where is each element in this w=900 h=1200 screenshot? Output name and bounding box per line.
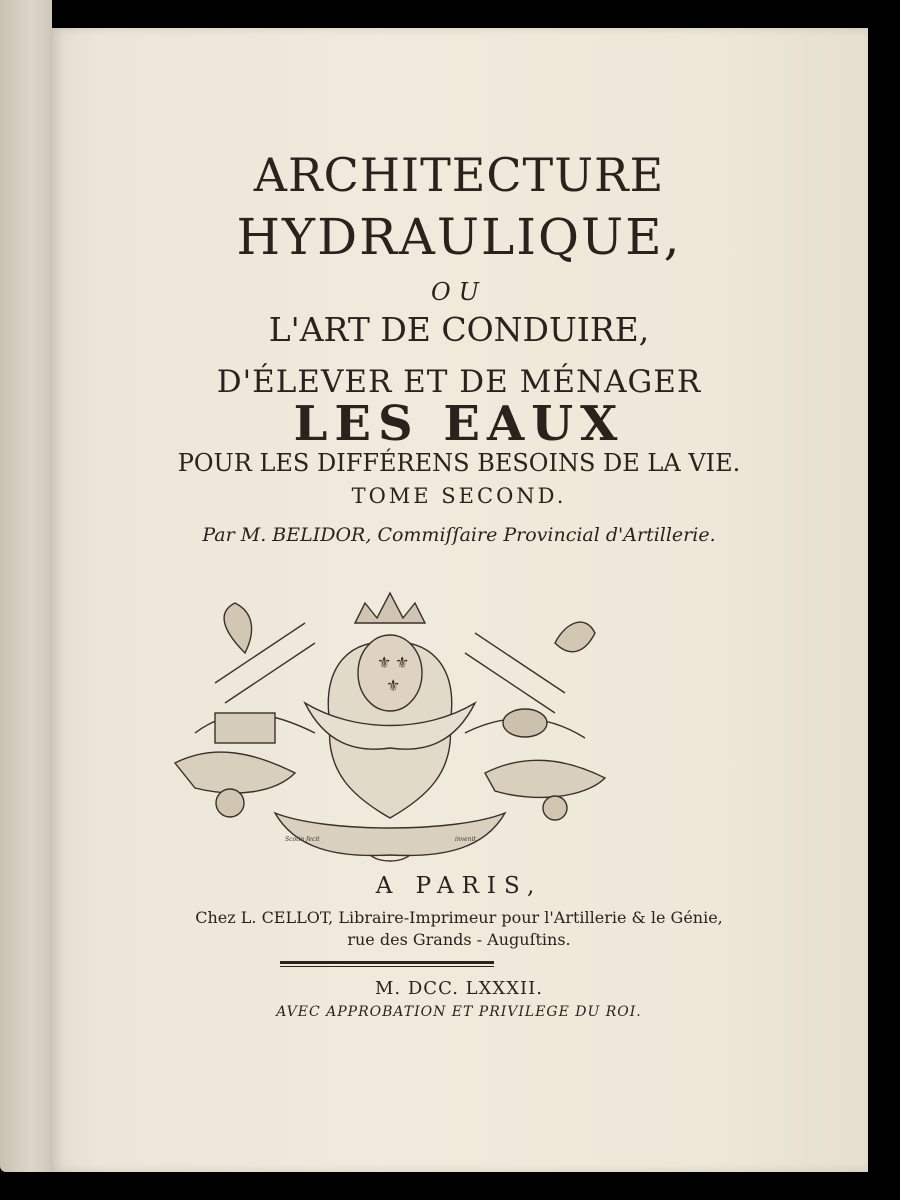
title-line-les-eaux: LES EAUX: [293, 396, 625, 452]
title-line-art-de-conduire: L'ART DE CONDUIRE,: [268, 310, 650, 349]
publication-date: M. DCC. LXXXII.: [375, 978, 543, 999]
double-rule-thick: [280, 961, 494, 964]
engraver-signature-right: invenit: [455, 836, 476, 843]
royal-privilege: AVEC APPROBATION ET PRIVILEGE DU ROI.: [276, 1004, 642, 1020]
imprint-publisher: Chez L. CELLOT, Libraire-Imprimeur pour l'Artillerie & le Génie,: [195, 908, 723, 927]
title-line-hydraulique: HYDRAULIQUE,: [236, 208, 682, 266]
title-line-besoins: POUR LES DIFFÉRENS BESOINS DE LA VIE.: [177, 449, 741, 477]
double-rule-thin: [280, 966, 494, 967]
author-line: Par M. BELIDOR, Commiſſaire Provincial d'Artillerie.: [202, 524, 716, 546]
engraved-vignette: [155, 563, 625, 863]
title-line-ou: OU: [431, 278, 487, 306]
volume-label: TOME SECOND.: [351, 484, 567, 508]
imprint-street: rue des Grands - Auguſtins.: [347, 930, 571, 949]
svg-text:⚜: ⚜: [377, 653, 392, 672]
svg-text:⚜: ⚜: [395, 653, 410, 672]
imprint-city: A PARIS,: [375, 873, 543, 899]
engraver-signature-left: Scotin fecit: [285, 836, 320, 843]
title-line-elever: D'ÉLEVER ET DE MÉNAGER: [216, 364, 702, 400]
facing-page-edge: [0, 0, 52, 1172]
title-page: [50, 28, 868, 1172]
svg-text:⚜: ⚜: [386, 676, 401, 695]
title-line-architecture: ARCHITECTURE: [253, 148, 665, 202]
escutcheon: [358, 635, 422, 711]
crown-ornament: [355, 593, 425, 623]
